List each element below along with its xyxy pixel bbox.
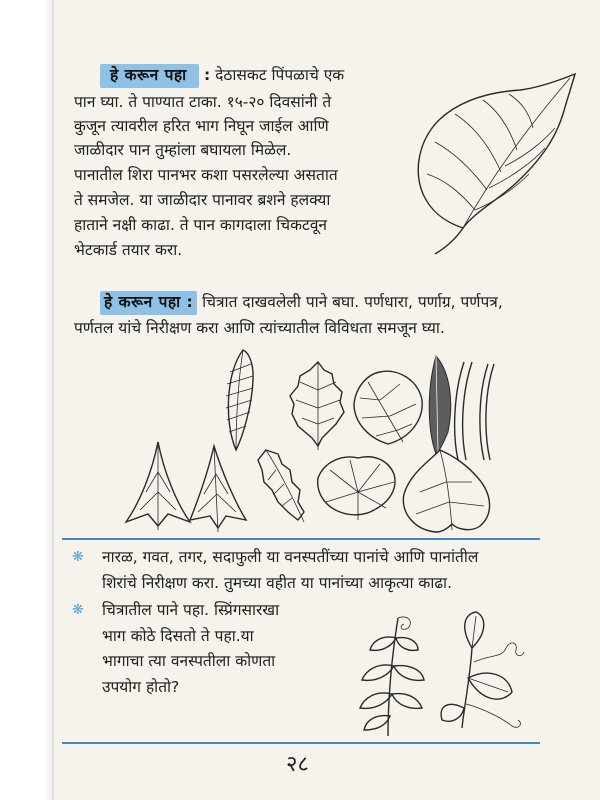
activity1-first-line	[100, 64, 344, 88]
bullet-1-line-0: नारळ, गवत, तगर, सदाफुली या वनस्पतींच्या पानांचे आणि पानांतील	[102, 548, 479, 566]
page-gutter-shadow	[44, 0, 54, 800]
activity1-line-0: देठासकट पिंपळाचे एक	[210, 66, 345, 84]
activity2-label: हे करून पहा :	[100, 291, 197, 315]
peepal-leaf-illustration	[405, 62, 595, 262]
activity1-line-2: कुजून त्यावरील हरित भाग निघून जाईल आणि	[74, 117, 329, 135]
activity1-line-6: हाताने नक्षी काढा. ते पान कागदाला चिकटवून	[74, 216, 328, 234]
activity1-line-3: जाळीदार पान तुम्हांला बघायला मिळेल.	[74, 141, 292, 159]
activity2-line-1: पर्णतल यांचे निरीक्षण करा आणि त्यांच्यातील विविधता समजून घ्या.	[74, 319, 445, 337]
activity1-colon: :	[198, 66, 211, 84]
activity1-label: हे करून पहा	[100, 64, 199, 88]
bullet-2-line-0: चित्रातील पाने पहा. स्प्रिंगसारखा	[102, 601, 280, 619]
bullet-2-line-3: उपयोग होतो?	[102, 678, 180, 696]
activity1-line-7: भेटकार्ड तयार करा.	[74, 241, 183, 259]
bullet-1-line-1: शिरांचे निरीक्षण करा. तुमच्या वहीत या पानांच्या आकृत्या काढा.	[102, 574, 453, 592]
activity2-line-0: चित्रात दाखवलेली पाने बघा. पर्णधारा, पर्णाग्र, पर्णपत्र,	[197, 293, 503, 311]
page-number: २८	[286, 752, 309, 777]
section-divider	[62, 538, 540, 540]
bullet-2-line-1: भाग कोठे दिसतो ते पहा.या	[102, 627, 254, 645]
leaf-variety-illustration	[118, 342, 518, 542]
bullet-1-icon: ❋	[72, 549, 84, 565]
bullet-2-line-2: भागाचा त्या वनस्पतीला कोणता	[102, 652, 276, 670]
activity1-line-4: पानातील शिरा पानभर कशा पसरलेल्या असतात	[74, 166, 338, 184]
bullet-2-icon: ❋	[72, 602, 84, 618]
footer-divider	[62, 742, 540, 744]
activity2-first-line	[100, 291, 503, 315]
tendril-plant-illustration	[352, 608, 532, 738]
activity1-line-5: ते समजेल. या जाळीदार पानावर ब्रशने हलक्या	[74, 191, 331, 209]
activity1-line-1: पान घ्या. ते पाण्यात टाका. १५-२० दिवसांनी ते	[74, 93, 332, 111]
